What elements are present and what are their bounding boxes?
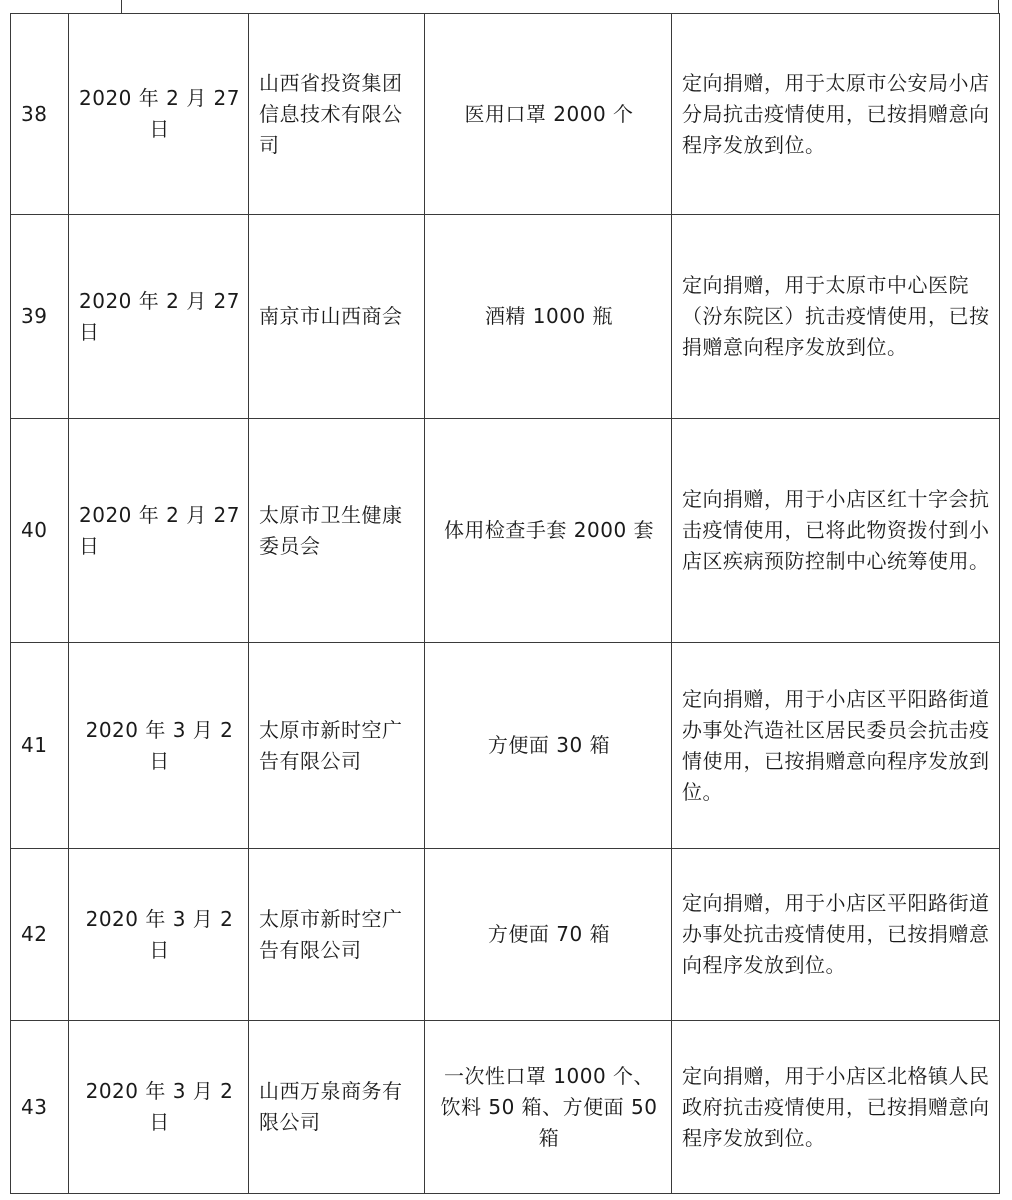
- table-row: [11, 419, 1000, 643]
- donation-date: 2020 年 3 月 2 日: [69, 1021, 249, 1194]
- donated-items: 方便面 30 箱: [425, 643, 672, 849]
- donation-date: 2020 年 2 月 27 日: [69, 419, 249, 643]
- donation-usage: 定向捐赠，用于小店区平阳路街道办事处汽造社区居民委员会抗击疫情使用，已按捐赠意向程序发放到位。: [672, 643, 1000, 849]
- table-border-stub-left: [121, 0, 122, 14]
- donor-name: 山西万泉商务有限公司: [249, 1021, 425, 1194]
- table-row: [11, 643, 1000, 849]
- table-border-stub-right: [998, 0, 999, 14]
- donation-date: 2020 年 3 月 2 日: [69, 643, 249, 849]
- donor-name: 太原市卫生健康委员会: [249, 419, 425, 643]
- row-number: 40: [11, 419, 69, 643]
- donation-table: [10, 13, 1000, 1194]
- donation-usage: 定向捐赠，用于小店区北格镇人民政府抗击疫情使用，已按捐赠意向程序发放到位。: [672, 1021, 1000, 1194]
- donation-date: 2020 年 2 月 27 日: [69, 14, 249, 215]
- donated-items: 方便面 70 箱: [425, 849, 672, 1021]
- table-row: [11, 1021, 1000, 1194]
- donor-name: 太原市新时空广告有限公司: [249, 849, 425, 1021]
- donation-date: 2020 年 3 月 2 日: [69, 849, 249, 1021]
- row-number: 38: [11, 14, 69, 215]
- donor-name: 山西省投资集团信息技术有限公司: [249, 14, 425, 215]
- donor-name: 南京市山西商会: [249, 215, 425, 419]
- donation-usage: 定向捐赠，用于太原市公安局小店分局抗击疫情使用，已按捐赠意向程序发放到位。: [672, 14, 1000, 215]
- row-number: 41: [11, 643, 69, 849]
- donated-items: 一次性口罩 1000 个、饮料 50 箱、方便面 50 箱: [425, 1021, 672, 1194]
- donation-date: 2020 年 2 月 27 日: [69, 215, 249, 419]
- row-number: 43: [11, 1021, 69, 1194]
- table-row: [11, 849, 1000, 1021]
- donated-items: 医用口罩 2000 个: [425, 14, 672, 215]
- donation-usage: 定向捐赠，用于小店区平阳路街道办事处抗击疫情使用，已按捐赠意向程序发放到位。: [672, 849, 1000, 1021]
- donation-usage: 定向捐赠，用于小店区红十字会抗击疫情使用，已将此物资拨付到小店区疾病预防控制中心统筹使用。: [672, 419, 1000, 643]
- table-row: [11, 14, 1000, 215]
- donor-name: 太原市新时空广告有限公司: [249, 643, 425, 849]
- donation-usage: 定向捐赠，用于太原市中心医院（汾东院区）抗击疫情使用，已按捐赠意向程序发放到位。: [672, 215, 1000, 419]
- table-row: [11, 215, 1000, 419]
- row-number: 39: [11, 215, 69, 419]
- donated-items: 酒精 1000 瓶: [425, 215, 672, 419]
- donated-items: 体用检查手套 2000 套: [425, 419, 672, 643]
- row-number: 42: [11, 849, 69, 1021]
